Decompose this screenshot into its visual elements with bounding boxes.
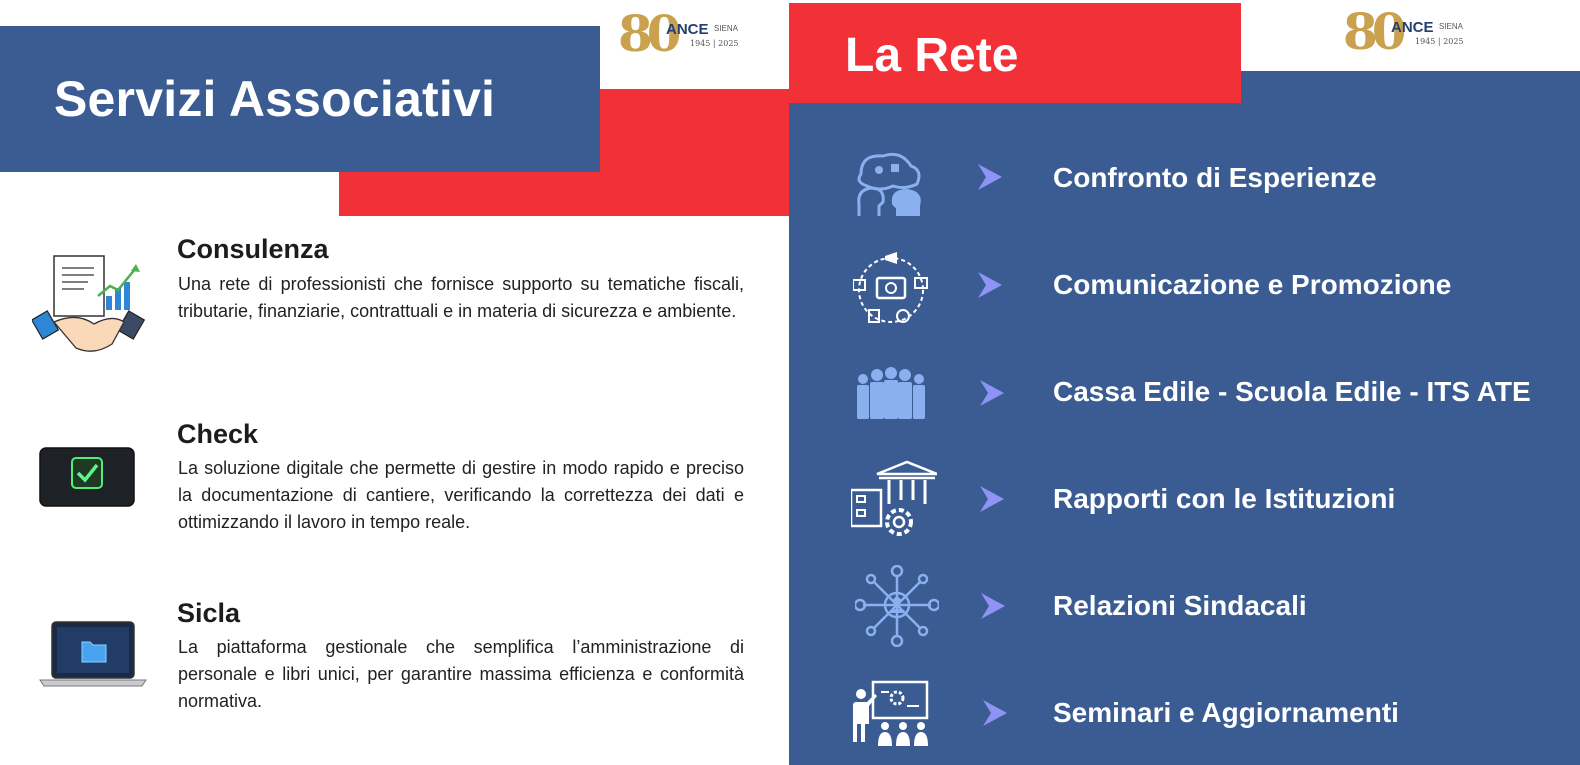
service-title: Sicla — [177, 598, 241, 628]
arrow-right-icon — [981, 698, 1009, 728]
presentation-icon — [851, 680, 931, 753]
rete-title: La Rete — [845, 29, 1019, 82]
service-title: Check — [177, 419, 259, 449]
laptop-folder-icon — [38, 620, 148, 690]
people-network-icon — [855, 565, 939, 652]
tablet-check-icon — [38, 446, 136, 510]
rete-item-label: Comunicazione e Promozione — [1053, 269, 1452, 300]
ance-logo: 80 ANCE SIENA 1945 | 2025 — [618, 4, 739, 63]
service-description: Una rete di professionisti che fornisce supporto su tematiche fiscali, tributarie, finanziarie, contrattuali e in materia di sicurezza e ambiente. — [178, 274, 744, 321]
rete-item-label: Rapporti con le Istituzioni — [1053, 483, 1396, 514]
arrow-right-icon — [976, 270, 1004, 300]
page-title: Servizi Associativi — [54, 71, 496, 127]
service-description: La piattaforma gestionale che semplifica l’amministrazione di personale e libri unici, per garantire massima efficienza e conformità normativa. — [178, 637, 744, 711]
people-ideas-icon — [853, 152, 925, 225]
service-description: La soluzione digitale che permette di gestire in modo rapido e preciso la documentazione di cantiere, verificando la correttezza dei dati e ottimizzando il lavoro in tempo reale. — [178, 458, 744, 532]
handshake-chart-icon — [32, 252, 150, 360]
ance-logo: 80 ANCE SIENA 1945 | 2025 — [1343, 2, 1464, 61]
institution-gear-icon — [851, 460, 937, 547]
arrow-right-icon — [978, 378, 1006, 408]
rete-item-label: Seminari e Aggiornamenti — [1053, 697, 1399, 728]
rete-item-label: Confronto di Esperienze — [1053, 162, 1377, 193]
workers-group-icon — [853, 365, 929, 426]
rete-item-label: Cassa Edile - Scuola Edile - ITS ATE — [1053, 376, 1531, 407]
rete-item-label: Relazioni Sindacali — [1053, 590, 1307, 621]
communication-network-icon — [853, 252, 929, 329]
arrow-right-icon — [979, 591, 1007, 621]
arrow-right-icon — [978, 484, 1006, 514]
arrow-right-icon — [976, 162, 1004, 192]
service-title: Consulenza — [177, 234, 329, 264]
